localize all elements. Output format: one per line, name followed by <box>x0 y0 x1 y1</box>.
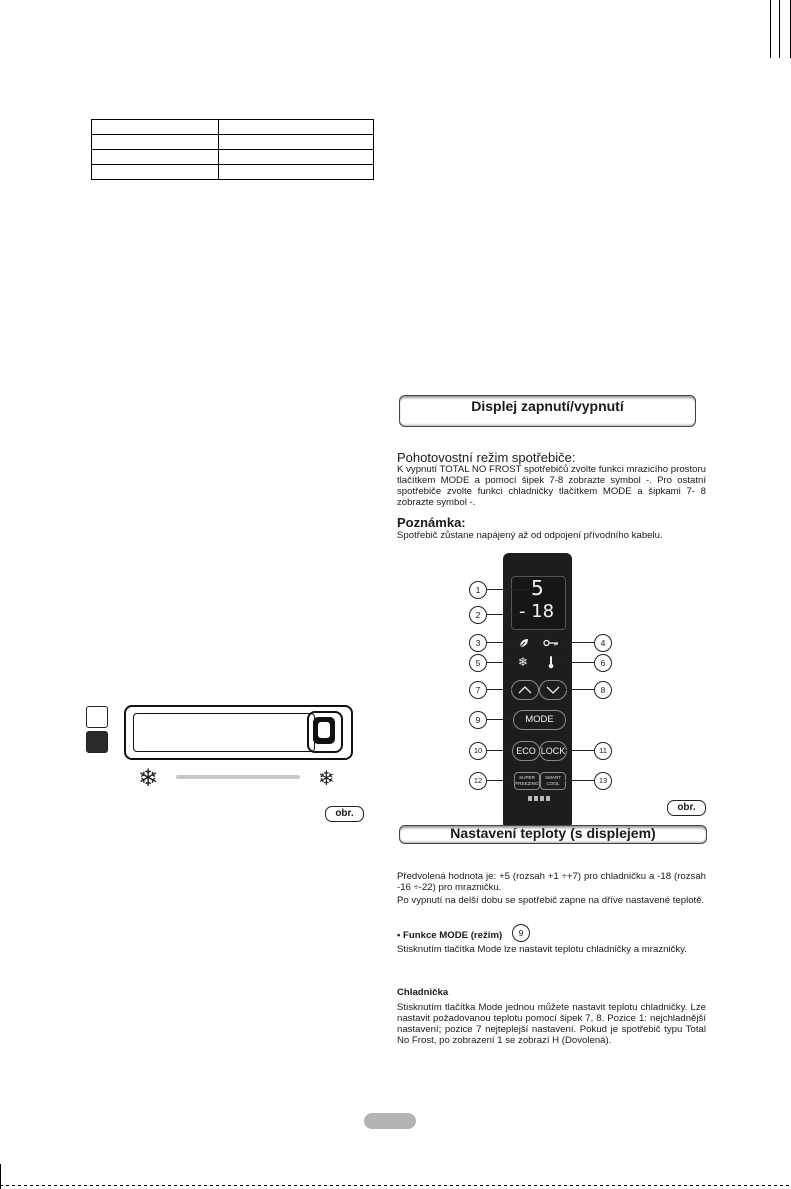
section-heading-display-text: Displej zapnutí/vypnutí <box>471 398 624 414</box>
mode-ref-callout: 9 <box>512 924 530 942</box>
callout-leader <box>485 642 518 643</box>
temperature-scale <box>176 775 300 779</box>
arrow-up-button[interactable] <box>511 680 539 700</box>
callout-4: 4 <box>594 634 612 652</box>
callout-leader <box>564 780 595 781</box>
callout-1: 1 <box>469 581 487 599</box>
control-knob-hole <box>318 722 330 738</box>
callout-11: 11 <box>594 742 612 760</box>
callout-9: 9 <box>469 711 487 729</box>
mode-function-text: Stisknutím tlačítka Mode lze nastavit teplotu chladničky a mrazničky. <box>397 944 687 955</box>
callout-leader <box>485 780 514 781</box>
crop-mark <box>770 0 771 58</box>
section-heading-temperature <box>399 825 707 844</box>
callout-leader <box>485 750 512 751</box>
bottom-cut-line <box>0 1185 791 1186</box>
callout-leader <box>558 642 595 643</box>
indicator-square-white <box>86 706 108 728</box>
standby-title: Pohotovostní režim spotřebiče: <box>397 450 576 465</box>
page-number-badge <box>364 1113 416 1129</box>
arrow-up-icon <box>518 685 532 695</box>
table-row <box>92 150 374 165</box>
table-row <box>92 165 374 180</box>
leaf-icon <box>518 637 530 649</box>
callout-5: 5 <box>469 654 487 672</box>
table-row <box>92 120 374 135</box>
callout-7: 7 <box>469 681 487 699</box>
arrow-down-icon <box>546 685 560 695</box>
fridge-text: Stisknutím tlačítka Mode jednou můžete nastavit teplotu chladničky. Lze nastavit požadovanou teplotu pomocí šipek 7, 8. Pozice 1: nejchladnější nastavení; pozice 7 nejteplejší nastavení. Pokud je spotřebič typu Total No Frost, po zobrazení 1 se zobrazí H (Dovolená). <box>397 1002 706 1046</box>
spec-table <box>91 119 374 180</box>
note-title: Poznámka: <box>397 515 466 530</box>
callout-leader <box>485 689 512 690</box>
note-text: Spotřebič zůstane napájený až od odpojení přívodního kabelu. <box>397 530 663 541</box>
snowflake-small-icon: ❄ <box>318 768 335 790</box>
fridge-temp-readout: 5 <box>531 576 544 600</box>
callout-leader <box>485 589 529 590</box>
mode-function-title: • Funkce MODE (režim) <box>397 930 503 941</box>
callout-2: 2 <box>469 606 487 624</box>
super-freezing-button[interactable]: SUPER FREEZING <box>514 772 540 790</box>
callout-8: 8 <box>594 681 612 699</box>
mode-button[interactable]: MODE <box>513 710 566 730</box>
callout-leader <box>555 662 595 663</box>
callout-leader <box>485 662 518 663</box>
arrow-down-button[interactable] <box>539 680 567 700</box>
eco-button[interactable]: ECO <box>512 741 540 761</box>
figure-label: obr. <box>667 800 706 816</box>
callout-3: 3 <box>469 634 487 652</box>
callout-leader <box>565 750 595 751</box>
standby-text: K vypnutí TOTAL NO FROST spotřebičů zvolte funkci mrazicího prostoru tlačítkem MODE a pomocí šipek 7-8 zobrazte symbol -. Pro ostatní spotřebiče zvolte funkci chladničky tlačítkem MODE a šipkami 7- 8 zobrazte symbol -. <box>397 464 706 508</box>
crop-mark <box>779 0 780 58</box>
brand-logo <box>528 796 550 801</box>
snowflake-large-icon: ❄ <box>138 765 159 792</box>
thermometer-icon <box>548 655 554 669</box>
callout-13: 13 <box>594 772 612 790</box>
table-row <box>92 135 374 150</box>
callout-10: 10 <box>469 742 487 760</box>
default-values-text: Předvolená hodnota je: +5 (rozsah +1 ÷+7) pro chladničku a -18 (rozsah -16 ÷-22) pro mrazničku. <box>397 871 706 893</box>
freezer-temp-readout: - 18 <box>519 601 555 622</box>
section-heading-display <box>399 395 696 427</box>
control-panel-window <box>133 713 315 752</box>
callout-6: 6 <box>594 654 612 672</box>
key-icon <box>543 639 559 647</box>
fridge-title: Chladnička <box>397 987 449 998</box>
restart-text: Po vypnutí na delší dobu se spotřebič zapne na dříve nastavené teplotě. <box>397 895 705 906</box>
indicator-square-black <box>86 731 108 753</box>
smart-cool-button[interactable]: SMART COOL <box>540 772 566 790</box>
callout-leader <box>565 689 595 690</box>
figure-label: obr. <box>325 806 364 822</box>
lock-button[interactable]: LOCK <box>539 741 567 761</box>
section-heading-temperature-text: Nastavení teploty (s displejem) <box>450 825 656 841</box>
callout-leader <box>485 614 519 615</box>
snowflake-icon: ❄ <box>518 655 529 669</box>
callout-leader <box>485 719 513 720</box>
callout-12: 12 <box>469 772 487 790</box>
